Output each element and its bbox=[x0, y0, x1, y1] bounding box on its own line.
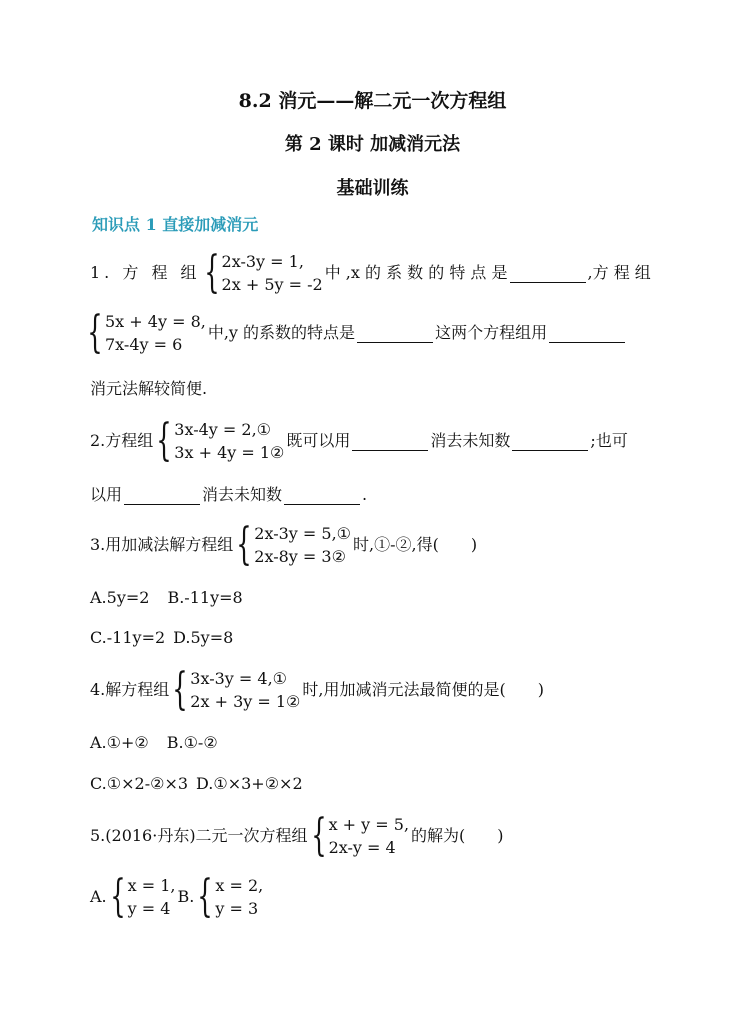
answer-blank[interactable] bbox=[510, 264, 586, 283]
lesson-title: 第 2 课时 加减消元法 bbox=[284, 134, 461, 155]
q5-system: { x + y = 5, 2x-y = 4 bbox=[310, 810, 410, 861]
equation: 2x + 3y = 1② bbox=[190, 692, 301, 711]
option-a-label[interactable]: A. bbox=[90, 887, 107, 906]
training-title: 基础训练 bbox=[336, 178, 409, 199]
equation: y = 3 bbox=[215, 899, 259, 918]
q1-mid: 中 ,x 的 系 数 的 特 点 是 bbox=[324, 263, 508, 282]
q4-system: { 3x-3y = 4,① 2x + 3y = 1② bbox=[172, 664, 301, 715]
q3-suffix: 时,①-②,得( ) bbox=[353, 535, 478, 554]
q2-line2c: . bbox=[362, 485, 368, 504]
q2-mid2: 消去未知数 bbox=[430, 431, 511, 450]
equation: 2x-3y = 5,① bbox=[254, 524, 352, 543]
option-c[interactable]: C.①×2-②×3 bbox=[90, 774, 189, 793]
equation: y = 4 bbox=[127, 899, 171, 918]
q1-line2 bbox=[87, 307, 627, 358]
equation: 3x + 4y = 1② bbox=[174, 443, 285, 462]
q1-end: 消元法解较简便. bbox=[90, 379, 208, 398]
q5-prefix: 5.(2016·丹东)二元一次方程组 bbox=[90, 826, 308, 845]
q4-suffix: 时,用加减消元法最简便的是( ) bbox=[302, 680, 544, 699]
section-heading: 知识点 1 直接加减消元 bbox=[92, 215, 259, 234]
q3-system: { 2x-3y = 5,① 2x-8y = 3② bbox=[236, 519, 352, 570]
equation: 3x-3y = 4,① bbox=[190, 669, 288, 688]
q5-options bbox=[90, 871, 265, 922]
equation: 2x-3y = 1, bbox=[221, 252, 304, 271]
q2-line1 bbox=[90, 415, 628, 466]
option-a[interactable]: A.5y=2 bbox=[90, 588, 150, 607]
q1-system-1: { 2x-3y = 1, 2x + 5y = -2 bbox=[203, 247, 323, 298]
q2-mid: 既可以用 bbox=[286, 431, 351, 450]
q1-line1 bbox=[90, 247, 651, 298]
option-b-label[interactable]: B. bbox=[177, 887, 195, 906]
equation: x = 2, bbox=[215, 876, 264, 895]
equation: x + y = 5, bbox=[328, 815, 410, 834]
equation: 2x-y = 4 bbox=[328, 838, 396, 857]
q3-line bbox=[90, 519, 478, 570]
equation: 3x-4y = 2,① bbox=[174, 420, 272, 439]
q1-after: ,方 程 组 bbox=[587, 263, 651, 282]
q4-line bbox=[90, 664, 544, 715]
option-a[interactable]: A.①+② bbox=[90, 733, 149, 752]
option-b[interactable]: B.-11y=8 bbox=[167, 588, 243, 607]
option-b-system[interactable]: { x = 2, y = 3 bbox=[197, 871, 264, 922]
q2-prefix: 2.方程组 bbox=[90, 431, 154, 450]
answer-blank[interactable] bbox=[512, 432, 588, 451]
q2-line2a: 以用 bbox=[90, 485, 123, 504]
q2-system: { 3x-4y = 2,① 3x + 4y = 1② bbox=[156, 415, 285, 466]
option-a-system[interactable]: { x = 1, y = 4 bbox=[109, 871, 176, 922]
q3-options-2 bbox=[90, 627, 233, 649]
answer-blank[interactable] bbox=[357, 324, 433, 343]
q3-options-1 bbox=[90, 587, 243, 609]
equation: 7x-4y = 6 bbox=[105, 335, 183, 354]
q4-options-1 bbox=[90, 732, 218, 754]
q5-line bbox=[90, 810, 504, 861]
q1-prefix: 1. 方 程 组 bbox=[90, 263, 201, 282]
q3-prefix: 3.用加减法解方程组 bbox=[90, 535, 234, 554]
option-d[interactable]: D.①×3+②×2 bbox=[196, 774, 303, 793]
main-title: 8.2 消元——解二元一次方程组 bbox=[238, 90, 507, 112]
answer-blank[interactable] bbox=[284, 486, 360, 505]
answer-blank[interactable] bbox=[352, 432, 428, 451]
option-d[interactable]: D.5y=8 bbox=[173, 628, 234, 647]
q1-system-2: { 5x + 4y = 8, 7x-4y = 6 bbox=[87, 307, 206, 358]
q4-prefix: 4.解方程组 bbox=[90, 680, 170, 699]
q2-line2b: 消去未知数 bbox=[202, 485, 283, 504]
q1-mid2: 中,y 的系数的特点是 bbox=[207, 323, 356, 342]
q4-options-2 bbox=[90, 773, 303, 795]
answer-blank[interactable] bbox=[549, 324, 625, 343]
equation: 2x-8y = 3② bbox=[254, 547, 346, 566]
answer-blank[interactable] bbox=[124, 486, 200, 505]
equation: 5x + 4y = 8, bbox=[105, 312, 206, 331]
q5-suffix: 的解为( ) bbox=[411, 826, 504, 845]
option-c[interactable]: C.-11y=2 bbox=[90, 628, 166, 647]
equation: 2x + 5y = -2 bbox=[221, 275, 323, 294]
option-b[interactable]: B.①-② bbox=[166, 733, 218, 752]
q2-line2 bbox=[90, 484, 367, 506]
q2-mid3: ;也可 bbox=[590, 431, 628, 450]
q1-mid3: 这两个方程组用 bbox=[435, 323, 548, 342]
equation: x = 1, bbox=[127, 876, 176, 895]
